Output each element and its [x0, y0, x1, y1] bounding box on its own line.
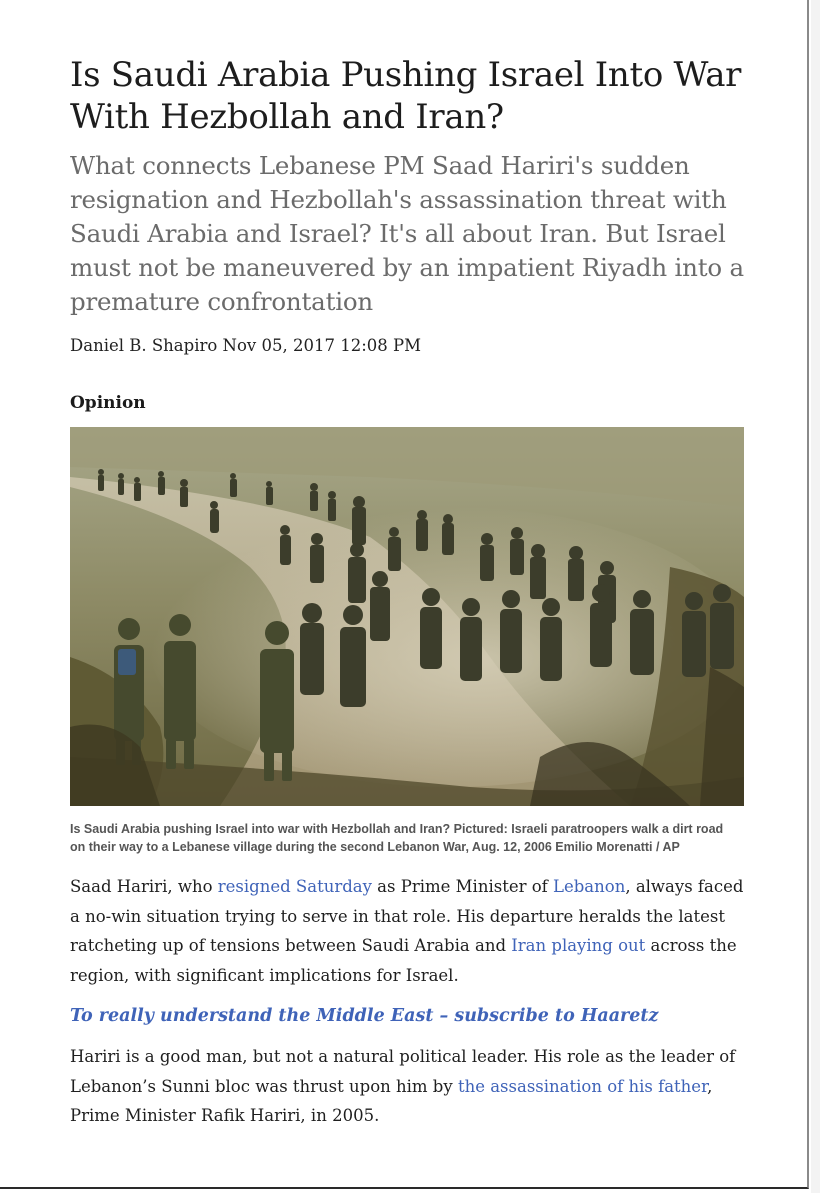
link-assassination-of-his-father[interactable]: the assassination of his father	[457, 1076, 708, 1096]
text-segment: , Prime Minister Rafik Hariri, in 2005.	[70, 1076, 713, 1125]
text-segment: across the region, with significant implications for Israel.	[70, 936, 737, 985]
photo-caption: Is Saudi Arabia pushing Israel into war with Hezbollah and Iran? Pictured: Israeli paratroopers walk a dirt road on their way to a Lebanese village during the second Lebanon War, Aug. 12, 2006 Emilio Morenatti / AP	[70, 822, 724, 854]
paragraph-1	[70, 872, 744, 990]
subscribe-promo	[70, 1006, 750, 1026]
lead-photo[interactable]	[70, 427, 744, 806]
section-label[interactable]: Opinion	[70, 393, 146, 413]
article	[70, 54, 750, 1131]
text-segment: Saad Hariri, who	[70, 877, 218, 896]
window-edge	[811, 0, 820, 1193]
link-iran-playing-out[interactable]: Iran playing out	[511, 936, 646, 955]
text-segment: Hariri is a good man, but not a natural political leader. His role as the leader of Lebanon’s Sunni bloc was thrust upon him by	[70, 1047, 736, 1096]
article-title: Is Saudi Arabia Pushing Israel Into War With Hezbollah and Iran?	[70, 55, 742, 137]
article-byline: Daniel B. Shapiro Nov 05, 2017 12:08 PM	[70, 336, 421, 355]
text-segment: , always faced a no-win situation trying to serve in that role. His departure heralds the latest ratcheting up of tensions between Saudi Arabia and	[70, 877, 744, 955]
subscribe-link[interactable]: To really understand the Middle East – subscribe to Haaretz	[70, 1006, 659, 1026]
paragraph-2	[70, 1042, 744, 1131]
link-lebanon[interactable]: Lebanon	[553, 877, 626, 896]
soldiers-photo	[70, 427, 744, 806]
link-resigned-saturday[interactable]: resigned Saturday	[217, 877, 372, 896]
text-segment: as Prime Minister of	[371, 877, 554, 896]
article-subtitle: What connects Lebanese PM Saad Hariri's sudden resignation and Hezbollah's assassination threat with Saudi Arabia and Israel? It's all about Iran. But Israel must not be maneuvered by an impatient Riyadh into a premature confrontation	[70, 151, 744, 316]
backpack	[118, 649, 136, 675]
